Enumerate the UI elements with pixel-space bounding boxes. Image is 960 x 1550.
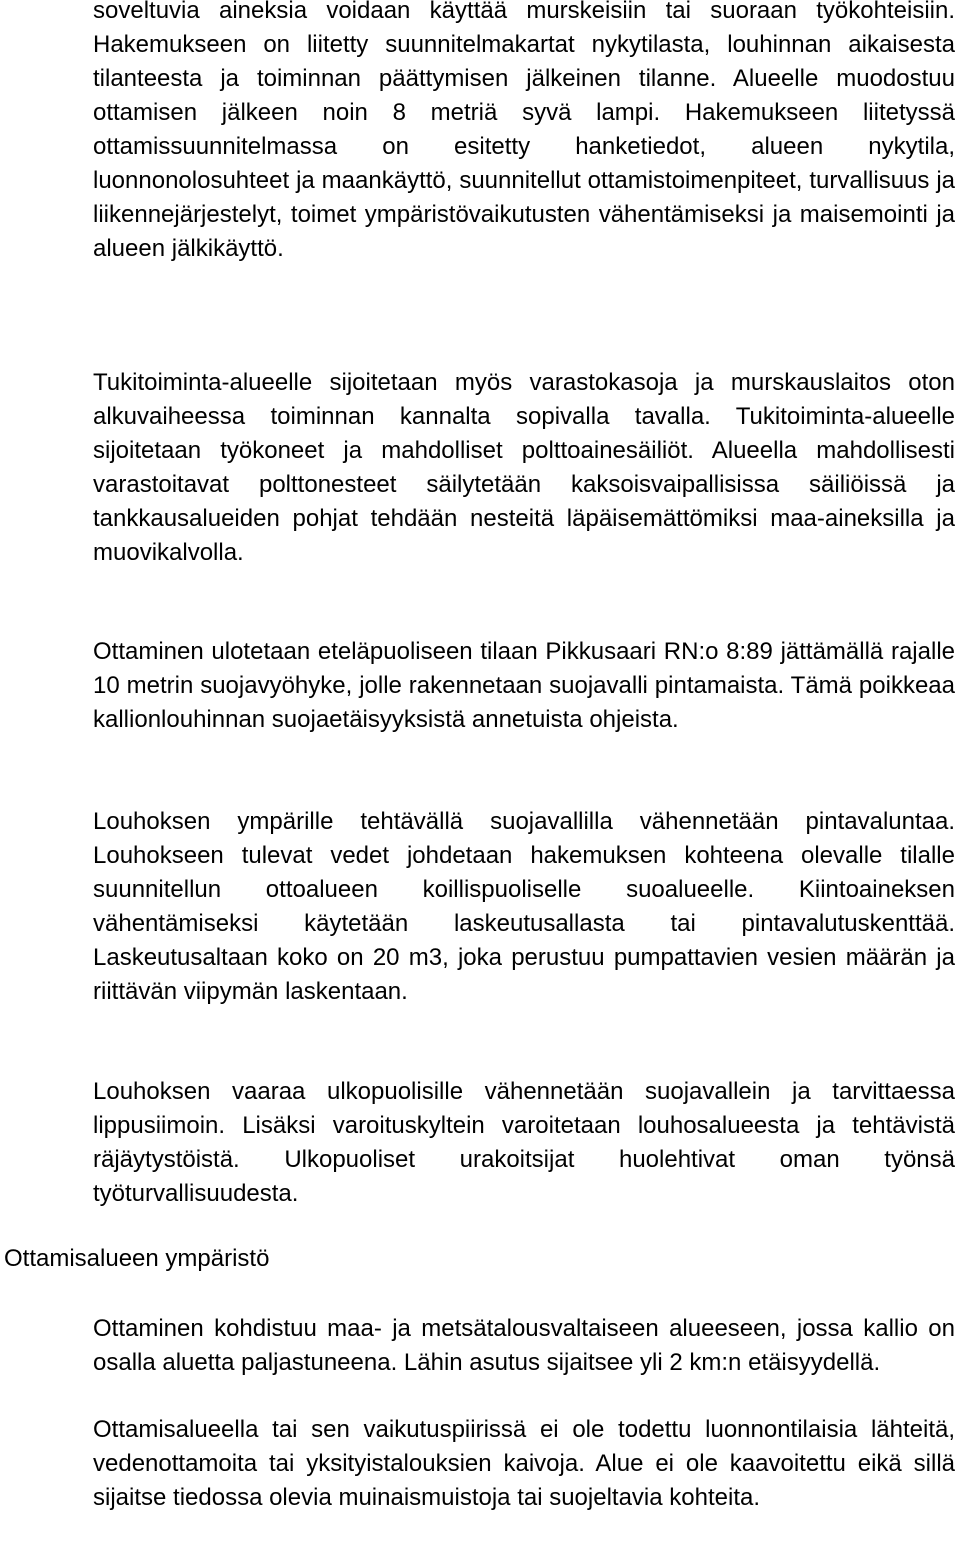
paragraph-safety: Louhoksen vaaraa ulkopuolisille vähennetään suojavallein ja tarvittaessa lippusiimoin. Lisäksi varoituskyltein varoitetaan louhosalueesta ja tehtävistä räjäytystöistä. Ulkopuoliset urakoitsijat huolehtivat oman työnsä työturvallisuudesta. (93, 1078, 955, 1207)
paragraph-water-sources: Ottamisalueella tai sen vaikutuspiirissä ei ole todettu luonnontilaisia lähteitä, vedenottamoita tai yksityistalouksien kaivoja. Alue ei ole kaavoitettu eikä sillä sijaitse tiedossa olevia muinaismuistoja tai suojeltavia kohteita. (93, 1416, 955, 1511)
paragraph-buffer-zone: Ottaminen ulotetaan eteläpuoliseen tilaan Pikkusaari RN:o 8:89 jättämällä rajalle 10 metrin suojavyöhyke, jolle rakennetaan suojavalli pintamaista. Tämä poikkeaa kallionlouhinnan suojaetäisyyksistä annetuista ohjeista. (93, 638, 955, 733)
section-heading-environment: Ottamisalueen ympäristö (4, 1245, 270, 1272)
paragraph-land-use: Ottaminen kohdistuu maa- ja metsätalousvaltaiseen alueeseen, jossa kallio on osalla aluetta paljastuneena. Lähin asutus sijaitsee yli 2 km:n etäisyydellä. (93, 1315, 955, 1376)
paragraph-support-area: Tukitoiminta-alueelle sijoitetaan myös varastokasoja ja murskauslaitos oton alkuvaiheessa toiminnan kannalta sopivalla tavalla. Tukitoiminta-alueelle sijoitetaan työkoneet ja mahdolliset polttoainesäiliöt. Alueella mahdollisesti varastoitavat polttonesteet säilytetään kaksoisvaipallisissa säiliöissä ja tankkausalueiden pohjat tehdään nesteitä läpäisemättömiksi maa-aineksilla ja muovikalvolla. (93, 369, 955, 566)
paragraph-runoff-water: Louhoksen ympärille tehtävällä suojavallilla vähennetään pintavaluntaa. Louhokseen tulevat vedet johdetaan hakemuksen kohteena olevalle tilalle suunnitellun ottoalueen koillispuoliselle suoalueelle. Kiintoaineksen vähentämiseksi käytetään laskeutusallasta tai pintavalutuskenttää. Laskeutusaltaan koko on 20 m3, joka perustuu pumpattavien vesien määrän ja riittävän viipymän laskentaan. (93, 808, 955, 1005)
paragraph-extraction-plan: soveltuvia aineksia voidaan käyttää murskeisiin tai suoraan työkohteisiin. Hakemukseen on liitetty suunnitelmakartat nykytilasta, louhinnan aikaisesta tilanteesta ja toiminnan päättymisen jälkeinen tilanne. Alueelle muodostuu ottamisen jälkeen noin 8 metriä syvä lampi. Hakemukseen liitetyssä ottamissuunnitelmassa on esitetty hanketiedot, alueen nykytila, luonnonolosuhteet ja maankäyttö, suunnitellut ottamistoimenpiteet, turvallisuus ja liikennejärjestelyt, toimet ympäristövaikutusten vähentämiseksi ja maisemointi ja alueen jälkikäyttö. (93, 0, 955, 262)
